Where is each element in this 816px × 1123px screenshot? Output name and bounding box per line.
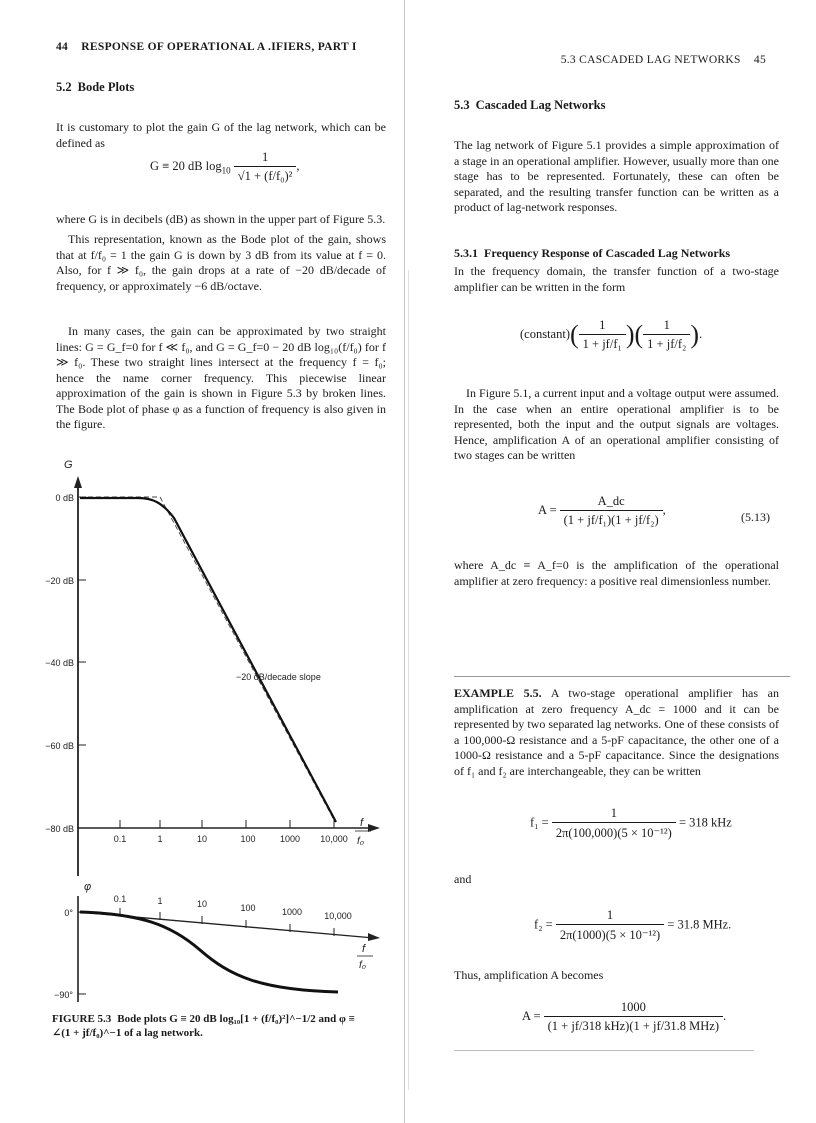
gain-y-tick-label: −40 dB bbox=[45, 658, 74, 668]
right-page-number: 45 bbox=[753, 54, 766, 66]
gain-asymptote-approximation bbox=[80, 497, 334, 820]
cascaded-intro-paragraph: The lag network of Figure 5.1 provides a simple approximation of a stage in an operational amplifier. However, usually more than one stage has to be represented. Fortunately, these can often be separated, and the resulting transfer function can be written as a product of lag-network responses. bbox=[454, 138, 779, 214]
right-page bbox=[410, 0, 816, 1123]
f2-lhs: f₂ = bbox=[534, 917, 553, 932]
phase-x-tick-label: 10,000 bbox=[324, 911, 352, 921]
gain-y-tick bbox=[45, 658, 86, 668]
section-5-3-heading bbox=[454, 98, 605, 113]
gain-eq-fraction bbox=[234, 150, 300, 184]
tf-numerator-1: 1 bbox=[579, 318, 626, 335]
tf-denominator-1: 1 + jf/f₁ bbox=[582, 337, 622, 351]
example-label: EXAMPLE 5.5. bbox=[454, 686, 542, 700]
adc-definition-paragraph: where A_dc ≡ A_f=0 is the amplification of the operational amplifier at zero frequency: a positive real dimensionless number. bbox=[454, 558, 779, 588]
f2-numerator: 1 bbox=[556, 908, 664, 925]
left-page-number: 44 bbox=[56, 41, 69, 53]
phase-y-tick-label: 0° bbox=[64, 908, 73, 918]
phase-x-tick-label: 1 bbox=[157, 896, 163, 906]
equation-5-13 bbox=[538, 494, 666, 528]
bode-representation-paragraph: This representation, known as the Bode plot of the gain, shows that at f/f₀ = 1 the gain G is down by 3 dB from its value at f = 0. Also, for f ≫ f₀, the gain drops at a rate of −20 dB/decade of frequency, or approximately −6 dB/octave. bbox=[56, 232, 386, 293]
gain-y-tick-label: 0 dB bbox=[55, 493, 74, 503]
f1-lhs: f₁ = bbox=[530, 815, 549, 830]
eq513-denominator: (1 + jf/f₁)(1 + jf/f₂) bbox=[563, 513, 659, 527]
tf-constant: (constant) bbox=[520, 326, 570, 341]
f1-result: = 318 kHz bbox=[678, 815, 732, 830]
right-running-title: 5.3 CASCADED LAG NETWORKS bbox=[560, 54, 741, 66]
phase-x-tick bbox=[114, 894, 127, 916]
eq513-tail: , bbox=[662, 502, 666, 517]
section-number: 5.3 bbox=[454, 98, 470, 112]
f1-denominator: 2π(100,000)(5 × 10⁻¹²) bbox=[555, 826, 672, 840]
equation-number: (5.13) bbox=[741, 510, 770, 524]
decibels-paragraph: where G is in decibels (dB) as shown in the upper part of Figure 5.3. bbox=[56, 212, 386, 226]
f2-fraction bbox=[556, 908, 664, 943]
phase-x-tick bbox=[197, 899, 207, 924]
section-title: Bode Plots bbox=[77, 80, 135, 94]
left-page bbox=[0, 0, 405, 1123]
gain-y-tick-label: −20 dB bbox=[45, 576, 74, 586]
f2-result: = 31.8 MHz. bbox=[667, 917, 732, 932]
phase-axis-label: φ bbox=[84, 881, 92, 893]
gain-y-arrowhead bbox=[74, 476, 82, 488]
tf-numerator-2: 1 bbox=[643, 318, 690, 335]
gain-eq-denominator: √1 + (f/f₀)² bbox=[237, 169, 293, 183]
frequency-domain-paragraph: In the frequency domain, the transfer function of a two-stage amplifier can be written in the form bbox=[454, 264, 779, 294]
phase-bode-plot bbox=[40, 880, 400, 1010]
phase-x-tick bbox=[324, 911, 352, 936]
final-a-numerator: 1000 bbox=[544, 1000, 723, 1017]
f1-fraction bbox=[552, 806, 676, 841]
gain-x-label-denominator: f₀ bbox=[357, 836, 364, 847]
caption-line-2: ∠(1 + jf/f₀)^−1 of a lag network. bbox=[52, 1027, 203, 1039]
gain-y-tick bbox=[45, 576, 86, 586]
subsection-title: Frequency Response of Cascaded Lag Networks bbox=[484, 246, 731, 260]
final-amplification-equation bbox=[522, 1000, 726, 1034]
thus-sentence: Thus, amplification A becomes bbox=[454, 968, 604, 982]
tf-tail: . bbox=[699, 326, 703, 341]
gain-x-tick bbox=[240, 820, 255, 844]
phase-x-arrowhead bbox=[368, 933, 380, 941]
tf-fraction-2 bbox=[643, 318, 690, 352]
left-running-title: RESPONSE OF OPERATIONAL A .IFIERS, PART I bbox=[81, 41, 357, 53]
phase-x-tick bbox=[282, 907, 302, 932]
gain-eq-lhs: G ≡ 20 dB log bbox=[150, 158, 222, 173]
gain-eq-tail: , bbox=[296, 158, 300, 173]
gain-y-tick bbox=[45, 741, 86, 751]
gain-x-tick-label: 1 bbox=[157, 834, 163, 844]
transfer-function-equation: (constant)( $\frac{1}{\text{1 + jf/f₁}}$ )( $\frac{1}{\text{1 + jf/f₂}}$ ). bbox=[520, 318, 703, 351]
gain-x-tick bbox=[320, 820, 348, 844]
gain-x-tick bbox=[280, 820, 300, 844]
page-gutter-shadow bbox=[408, 270, 409, 1090]
phase-x-tick bbox=[240, 903, 255, 928]
figure-label: FIGURE 5.3 bbox=[52, 1013, 112, 1025]
phase-x-label-denominator: f₀ bbox=[359, 960, 366, 971]
phase-x-tick-label: 1000 bbox=[281, 907, 303, 917]
example-separator bbox=[454, 676, 790, 677]
bottom-rule bbox=[454, 1050, 754, 1051]
phase-x-tick-label: 10 bbox=[196, 899, 208, 909]
figure-caption bbox=[52, 1012, 382, 1040]
gain-x-tick-label: 1000 bbox=[279, 834, 301, 844]
gain-y-tick-label: −80 dB bbox=[45, 824, 74, 834]
tf-fraction-1 bbox=[579, 318, 626, 352]
gain-x-tick-label: 100 bbox=[240, 834, 256, 844]
final-a-lhs: A = bbox=[522, 1008, 541, 1023]
intro-paragraph: It is customary to plot the gain G of the lag network, which can be defined as bbox=[56, 120, 386, 150]
eq513-fraction bbox=[560, 494, 663, 528]
final-a-fraction bbox=[544, 1000, 723, 1034]
section-number: 5.2 bbox=[56, 80, 72, 94]
gain-y-tick-label: −60 dB bbox=[45, 741, 74, 751]
f1-equation bbox=[530, 806, 732, 841]
gain-equation bbox=[150, 150, 300, 184]
and-word: and bbox=[454, 872, 472, 886]
f2-equation bbox=[534, 908, 731, 943]
example-5-5 bbox=[454, 686, 779, 779]
subsection-number: 5.3.1 bbox=[454, 246, 478, 260]
gain-x-tick bbox=[157, 820, 162, 844]
gain-x-tick-label: 0.1 bbox=[113, 834, 127, 844]
section-title: Cascaded Lag Networks bbox=[475, 98, 606, 112]
gain-x-tick bbox=[197, 820, 207, 844]
final-a-denominator: (1 + jf/318 kHz)(1 + jf/31.8 MHz) bbox=[547, 1019, 719, 1033]
example-text: A two-stage operational amplifier has an amplification at zero frequency A_dc = 1000 and it can be represented by two separated lag networks. One of these consists of a 100,000-Ω resistance and a 5-pF capacitance, the other one of a 1000-Ω resistance and a 5-pF capacitance. Since the designations of f₁ and f₂ are interchangeable, they can be written bbox=[454, 686, 780, 778]
gain-response-curve bbox=[80, 498, 336, 822]
gain-x-tick-label: 10 bbox=[196, 834, 208, 844]
gain-x-label: f bbox=[360, 817, 364, 829]
slope-annotation: −20 dB/decade slope bbox=[236, 672, 321, 682]
left-running-head bbox=[56, 41, 357, 53]
phase-y-tick-label: −90° bbox=[54, 990, 73, 1000]
eq513-numerator: A_dc bbox=[560, 494, 663, 511]
phase-x-tick bbox=[157, 896, 162, 920]
tf-denominator-2: 1 + jf/f₂ bbox=[647, 337, 687, 351]
amplification-paragraph: In Figure 5.1, a current input and a voltage output were assumed. In the case when an entire operational amplifier is to be represented, both the input and the output signals are voltages. Hence, amplification A of an operational amplifier consisting of two stages can be written bbox=[454, 386, 779, 462]
eq513-lhs: A = bbox=[538, 502, 557, 517]
f2-denominator: 2π(1000)(5 × 10⁻¹²) bbox=[559, 928, 661, 942]
phase-x-tick-label: 0.1 bbox=[113, 894, 127, 904]
phase-x-tick-label: 100 bbox=[240, 903, 256, 913]
subsection-5-3-1-heading bbox=[454, 246, 730, 261]
f1-numerator: 1 bbox=[552, 806, 676, 823]
gain-eq-sub: 10 bbox=[221, 165, 231, 176]
gain-eq-numerator: 1 bbox=[234, 150, 297, 167]
gain-x-tick-label: 10,000 bbox=[320, 834, 348, 844]
section-5-2-heading bbox=[56, 80, 134, 95]
gain-bode-plot bbox=[40, 456, 400, 886]
approximation-paragraph: In many cases, the gain can be approximated by two straight lines: G = G_f=0 for f ≪ f₀, and G = G_f=0 − 20 dB log₁₀(f/f₀) for f ≫ f₀. These two straight lines intersect at the frequency f = f₀; hence the name corner frequency. This piecewise linear approximation of the gain is shown in Figure 5.3 by broken lines. The Bode plot of phase φ as a function of frequency is also given in the figure. bbox=[56, 324, 386, 431]
caption-line-1: Bode plots G ≡ 20 dB log₁₀[1 + (f/f₀)²]^−1/2 and φ ≡ bbox=[117, 1013, 355, 1025]
right-running-head bbox=[561, 54, 766, 66]
phase-x-label: f bbox=[362, 943, 366, 955]
final-a-tail: . bbox=[723, 1008, 727, 1023]
gain-x-tick bbox=[114, 820, 127, 844]
gain-axis-label: G bbox=[64, 459, 73, 471]
